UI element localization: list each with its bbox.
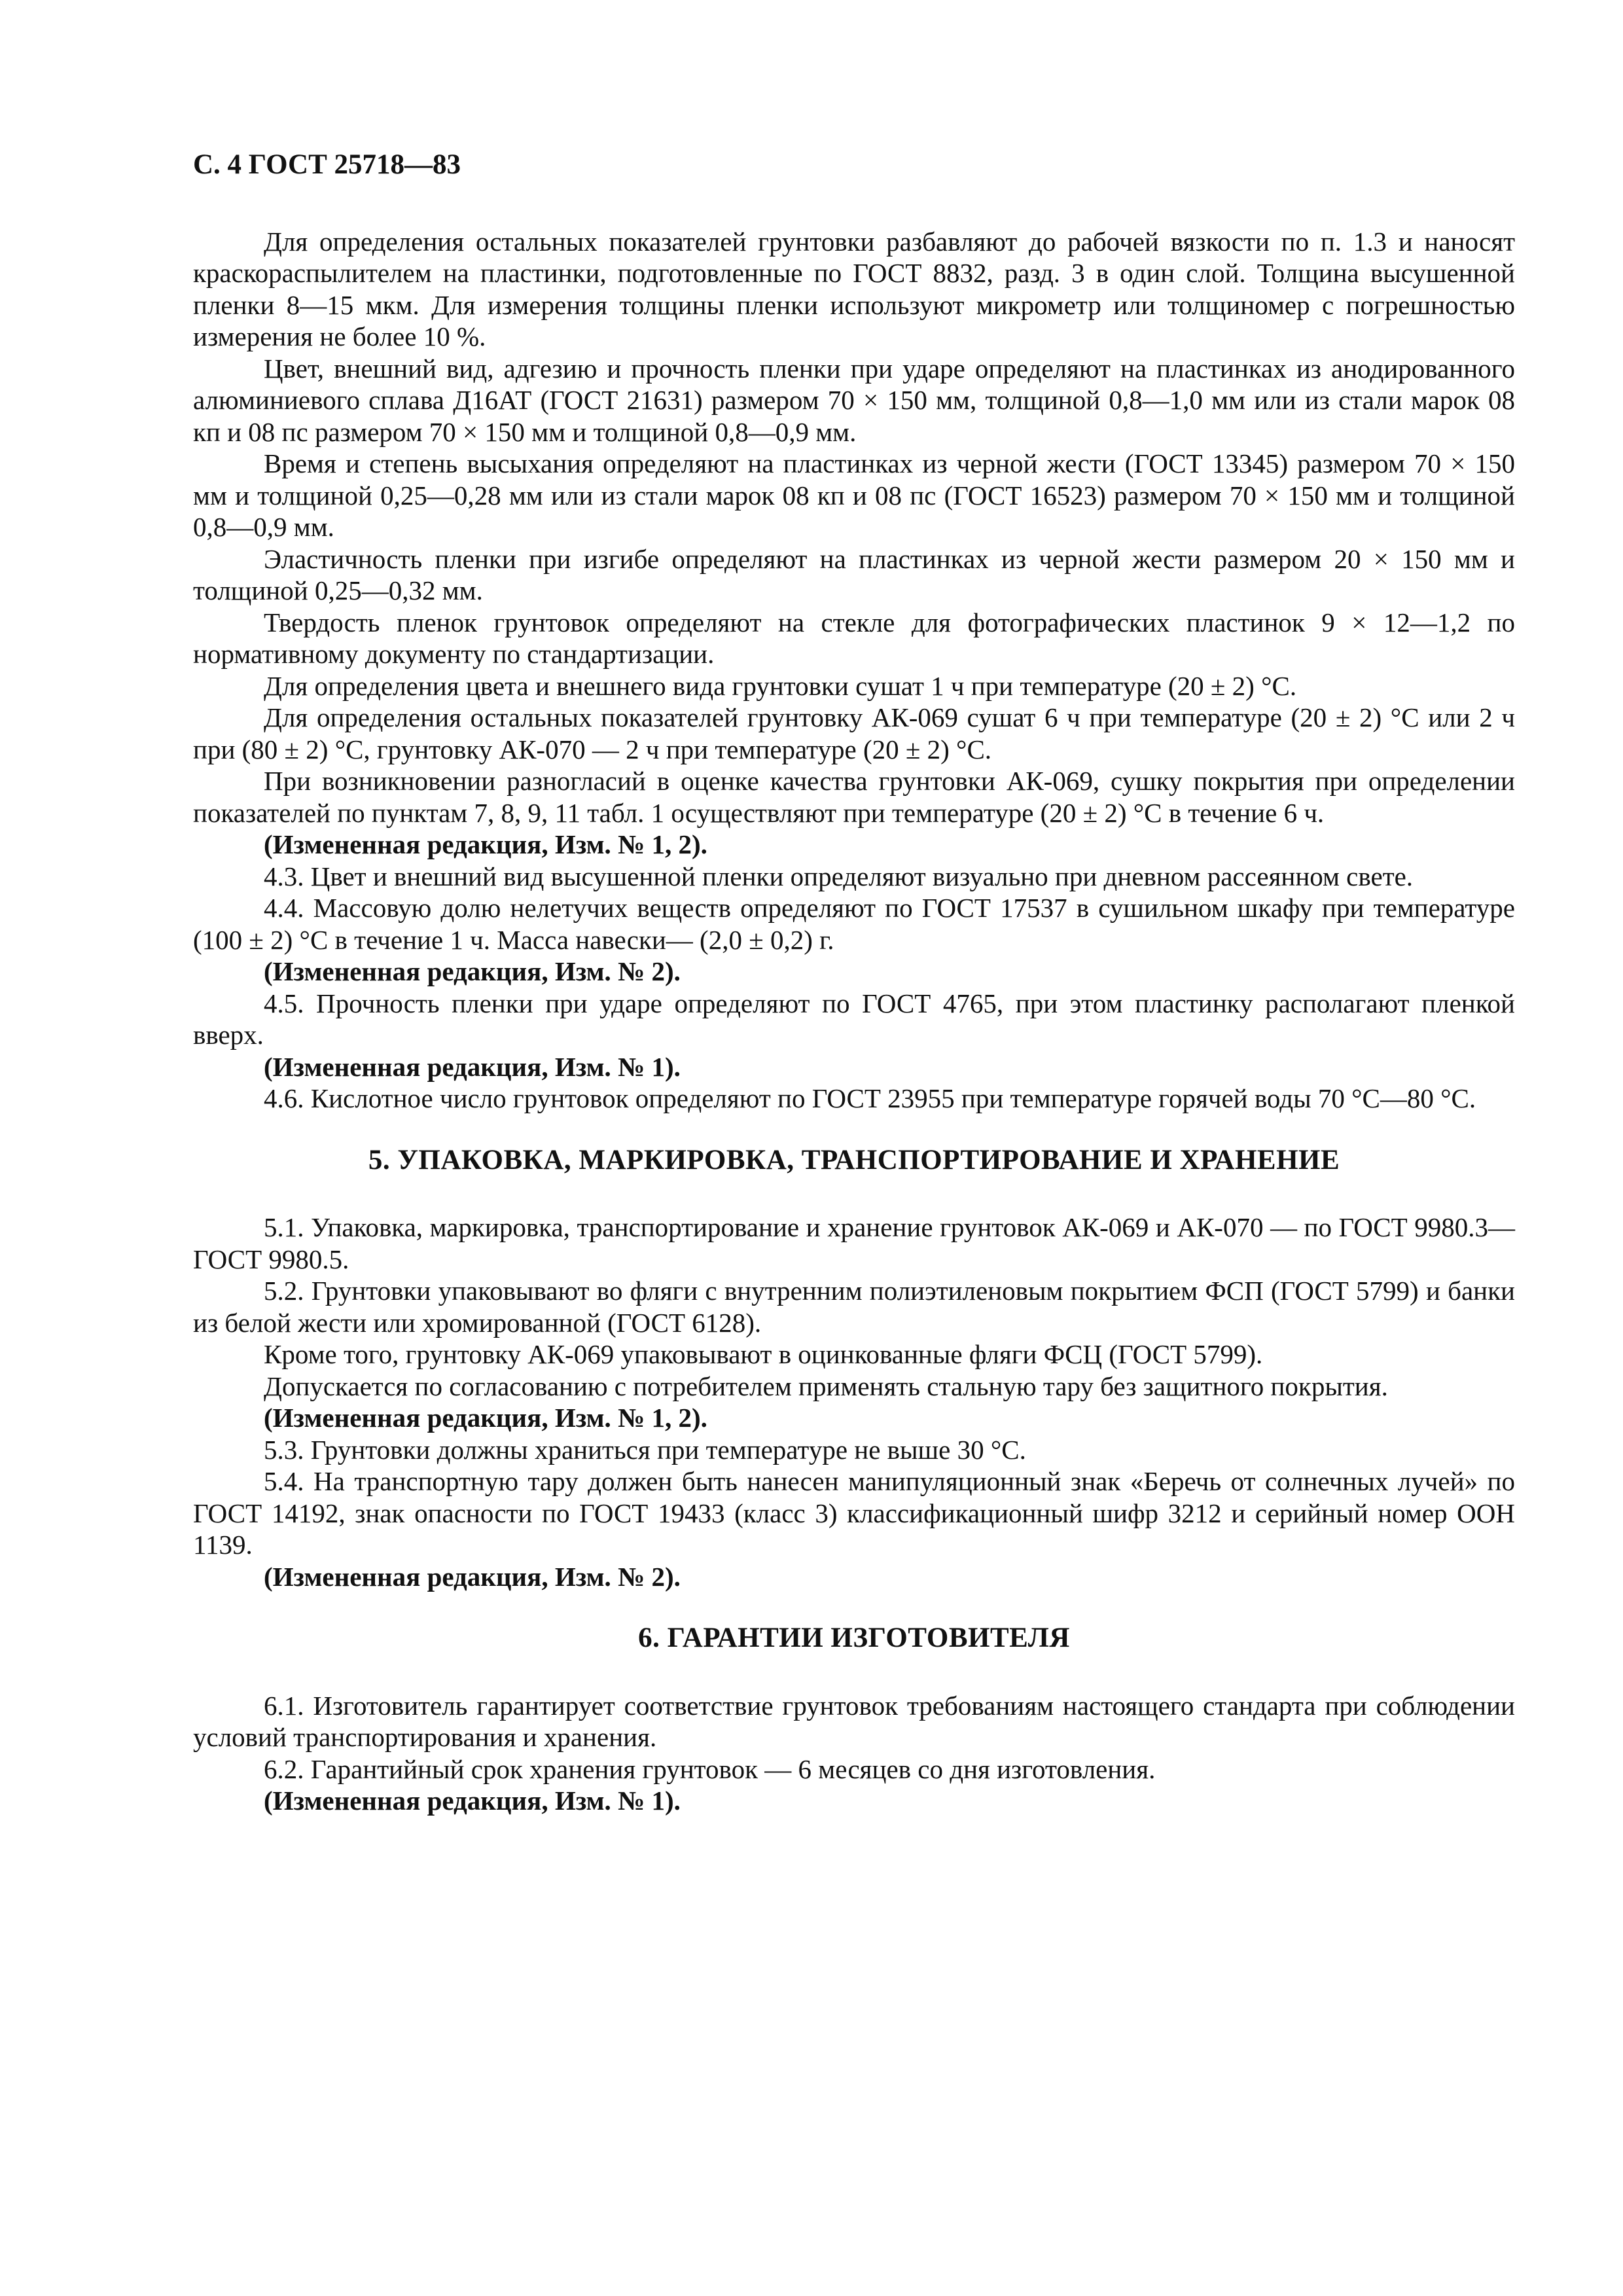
document-page — [193, 149, 1515, 1817]
amendment-note: (Измененная редакция, Изм. № 2). — [264, 956, 681, 986]
paragraph: Кроме того, грунтовку АК-069 упаковывают в оцинкованные фляги ФСЦ (ГОСТ 5799). — [264, 1339, 1263, 1369]
amendment-note: (Измененная редакция, Изм. № 1). — [264, 1785, 681, 1816]
paragraph: Для определения остальных показателей грунтовку АК-069 сушат 6 ч при температуре (20 ± 2) °С или 2 ч при (80 ± 2) °С, грунтовку АК-070 — 2 ч при температуре (20 ± 2) °С. — [193, 702, 1515, 764]
clause-4-3: 4.3. Цвет и внешний вид высушенной пленки определяют визуально при дневном рассеянном свете. — [264, 861, 1414, 891]
amendment-note: (Измененная редакция, Изм. № 1). — [264, 1051, 681, 1082]
section-5-heading: 5. УПАКОВКА, МАРКИРОВКА, ТРАНСПОРТИРОВАНИЕ И ХРАНЕНИЕ — [368, 1144, 1340, 1175]
paragraph: Цвет, внешний вид, адгезию и прочность пленки при ударе определяют на пластинках из анодированного алюминиевого сплава Д16АТ (ГОСТ 21631) размером 70 × 150 мм, толщиной 0,8—1,0 мм или из стали марок 08 кп и 08 пс размером 70 × 150 мм и толщиной 0,8—0,9 мм. — [193, 353, 1515, 447]
clause-4-4: 4.4. Массовую долю нелетучих веществ определяют по ГОСТ 17537 в сушильном шкафу при температуре (100 ± 2) °С в течение 1 ч. Масса навески— (2,0 ± 0,2) г. — [193, 893, 1515, 955]
paragraph: Время и степень высыхания определяют на пластинках из черной жести (ГОСТ 13345) размером 70 × 150 мм и толщиной 0,25—0,28 мм или из стали марок 08 кп и 08 пс (ГОСТ 16523) размером 70 × 150 мм и толщиной 0,8—0,9 мм. — [193, 448, 1515, 542]
clause-5-1: 5.1. Упаковка, маркировка, транспортирование и хранение грунтовок АК-069 и АК-070 — по ГОСТ 9980.3—ГОСТ 9980.5. — [193, 1212, 1515, 1274]
section-6-heading: 6. ГАРАНТИИ ИЗГОТОВИТЕЛЯ — [638, 1623, 1070, 1653]
clause-5-2: 5.2. Грунтовки упаковывают во фляги с внутренним полиэтиленовым покрытием ФСП (ГОСТ 5799) и банки из белой жести или хромированной (ГОСТ 6128). — [193, 1276, 1515, 1338]
amendment-note: (Измененная редакция, Изм. № 2). — [264, 1561, 681, 1592]
clause-6-2: 6.2. Гарантийный срок хранения грунтовок — 6 месяцев со дня изготовления. — [264, 1753, 1156, 1784]
paragraph: Для определения цвета и внешнего вида грунтовки сушат 1 ч при температуре (20 ± 2) °С. — [264, 670, 1297, 701]
paragraph: Эластичность пленки при изгибе определяют на пластинках из черной жести размером 20 × 150 мм и толщиной 0,25—0,32 мм. — [193, 543, 1515, 605]
amendment-note: (Измененная редакция, Изм. № 1, 2). — [264, 1403, 707, 1433]
clause-6-1: 6.1. Изготовитель гарантирует соответствие грунтовок требованиям настоящего стандарта при соблюдении условий транспортирования и хранения. — [193, 1690, 1515, 1752]
clause-4-5: 4.5. Прочность пленки при ударе определяют по ГОСТ 4765, при этом пластинку располагают пленкой вверх. — [193, 988, 1515, 1050]
paragraph: Для определения остальных показателей грунтовки разбавляют до рабочей вязкости по п. 1.3 и наносят краскораспылителем на пластинки, подготовленные по ГОСТ 8832, разд. 3 в один слой. Толщина высушенной пленки 8—15 мкм. Для измерения толщины пленки используют микрометр или толщиномер с погрешностью измерения не более 10 %. — [193, 226, 1515, 351]
paragraph: Твердость пленок грунтовок определяют на стекле для фотографических пластинок 9 × 12—1,2 по нормативному документу по стандартизации. — [193, 607, 1515, 669]
paragraph: При возникновении разногласий в оценке качества грунтовки АК-069, сушку покрытия при определении показателей по пунктам 7, 8, 9, 11 табл. 1 осуществляют при температуре (20 ± 2) °С в течение 6 ч. — [193, 766, 1515, 828]
amendment-note: (Измененная редакция, Изм. № 1, 2). — [264, 829, 707, 859]
paragraph: Допускается по согласованию с потребителем применять стальную тару без защитного покрытия. — [264, 1371, 1388, 1401]
clause-5-4: 5.4. На транспортную тару должен быть нанесен манипуляционный знак «Беречь от солнечных лучей» по ГОСТ 14192, знак опасности по ГОСТ 19433 (класс 3) классификационный шифр 3212 и серийный номер ООН 1139. — [193, 1466, 1515, 1560]
clause-5-3: 5.3. Грунтовки должны храниться при температуре не выше 30 °С. — [264, 1434, 1026, 1465]
clause-4-6: 4.6. Кислотное число грунтовок определяют по ГОСТ 23955 при температуре горячей воды 70 °С—80 °С. — [264, 1083, 1476, 1113]
running-head: С. 4 ГОСТ 25718—83 — [193, 149, 461, 180]
